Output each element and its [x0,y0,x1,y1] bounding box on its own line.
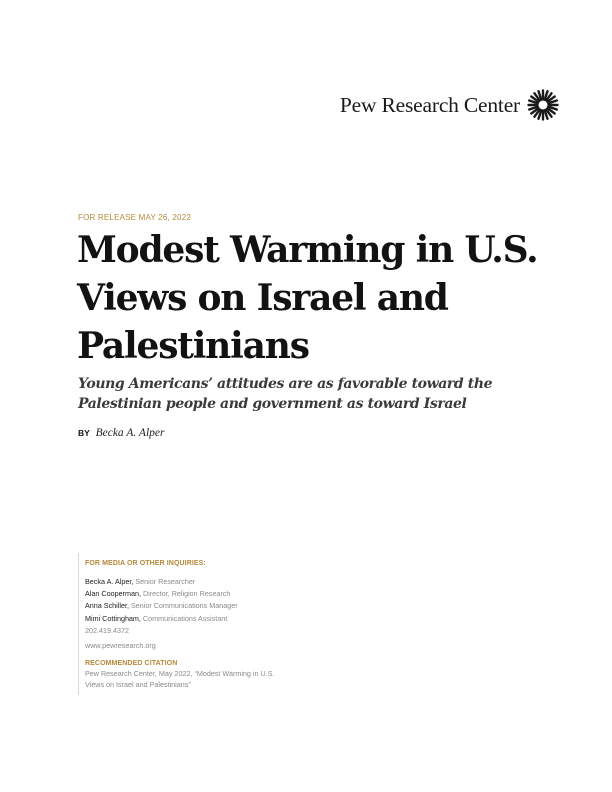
report-subtitle: Young Americans’ attitudes are as favorable toward the Palestinian people and government as toward Israel [78,376,493,412]
website-link[interactable]: www.pewresearch.org [85,641,156,651]
contact-name: Anna Schiller, [85,601,129,611]
citation-text: Pew Research Center, May 2022, “Modest Warming in U.S. Views on Israel and Palestinians” [85,669,275,689]
pew-logo [340,88,560,122]
byline-label: BY [78,428,90,438]
contact-phone: 202.419.4372 [85,625,129,635]
contact-role: Director, Religion Research [142,589,231,599]
contact-role: Senior Communications Manager [130,601,238,611]
contact-person [85,600,318,612]
logo-text: Pew Research Center [339,92,520,117]
contact-role: Communications Assistant [142,613,228,623]
contact-person [85,588,318,600]
contact-box [78,553,318,695]
contact-name: Alan Cooperman, [85,589,141,599]
contact-name: Mimi Cottingham, [85,613,141,623]
contact-person [85,613,318,625]
citation-heading: RECOMMENDED CITATION [85,660,178,668]
byline [78,427,164,439]
media-inquiries-heading: FOR MEDIA OR OTHER INQUIRIES: [85,560,206,567]
pew-sunburst-logo-icon [526,88,560,122]
contact-name: Becka A. Alper, [85,577,134,586]
author-name: Becka A. Alper [95,427,165,439]
contact-role: Senior Researcher [135,577,196,586]
contact-person [85,576,318,588]
release-date: FOR RELEASE MAY 26, 2022 [78,213,191,222]
report-title: Modest Warming in U.S. Views on Israel and Palestinians [77,229,538,367]
